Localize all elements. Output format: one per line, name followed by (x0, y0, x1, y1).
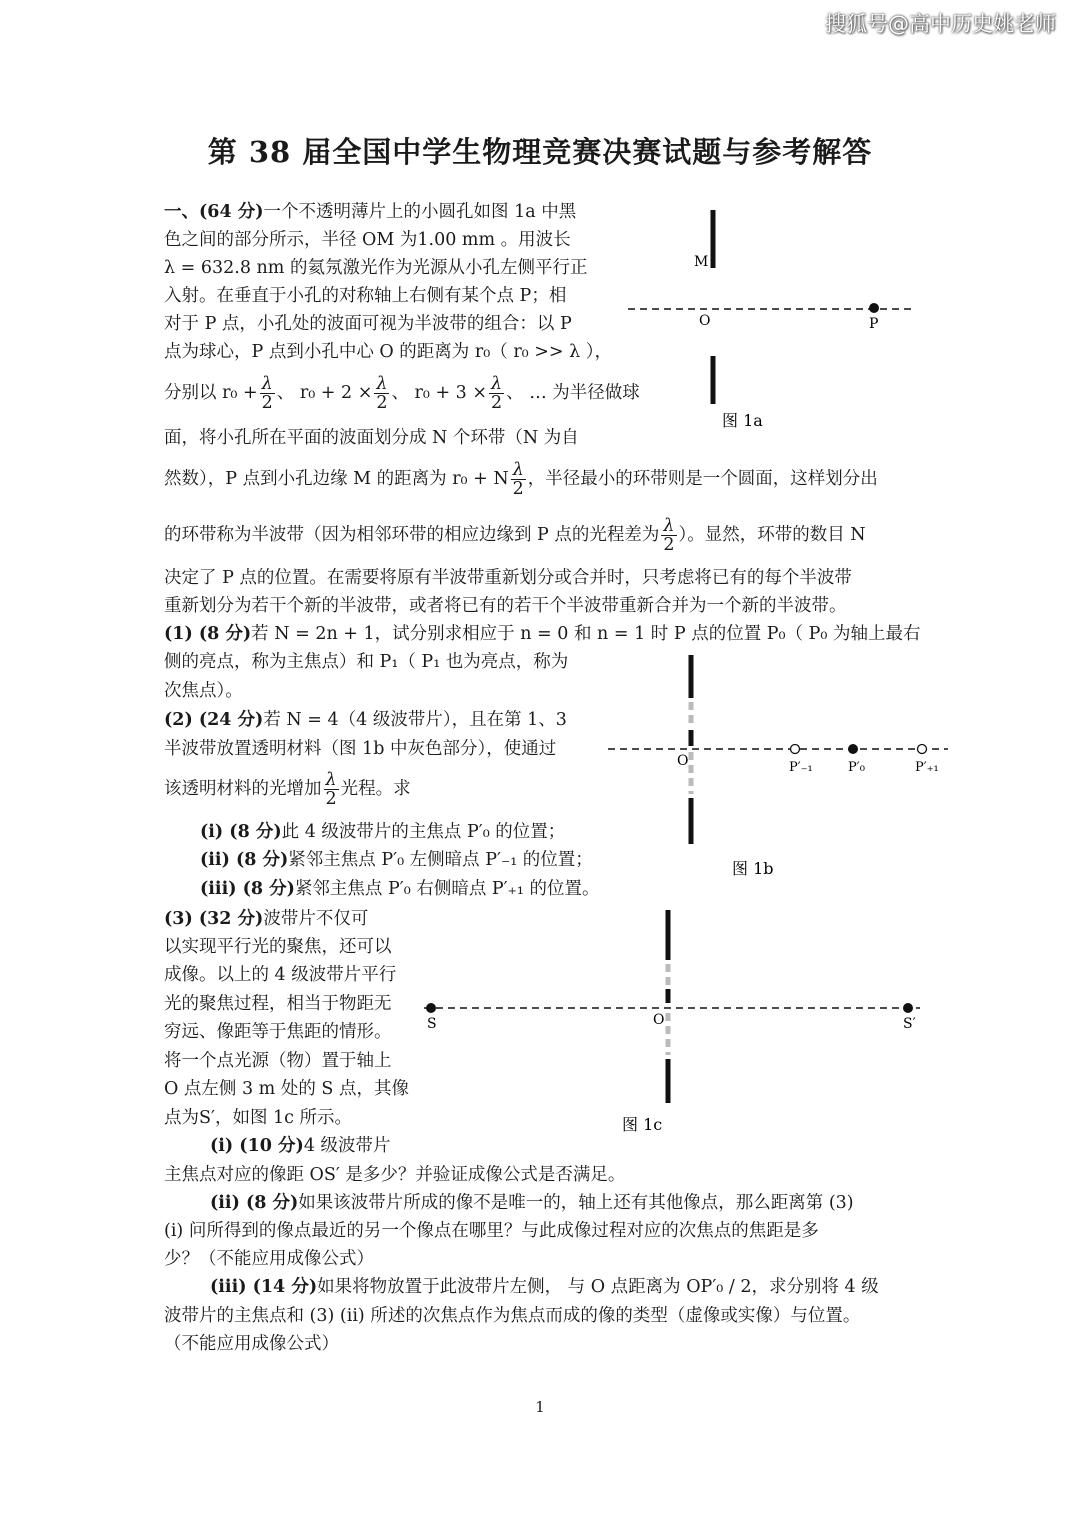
paragraph-line: 次焦点）。 (164, 681, 243, 701)
paragraph-line: O 点左侧 3 m 处的 S 点，其像 (164, 1079, 409, 1099)
paragraph-line (200, 818, 565, 846)
paragraph-line: 重新划分为若干个新的半波带，或者将已有的若干个半波带重新合并为一个新的半波带。 (164, 596, 847, 616)
text-span: 若 N = 2n + 1，试分别求相应于 n = 0 和 n = 1 时 P 点的位置 P₀（ P₀ 为轴上最右 (251, 624, 921, 644)
fraction-denominator: 2 (376, 393, 388, 413)
fraction (374, 375, 389, 412)
paragraph-line: 波带片的主焦点和 (3) (ii) 所述的次焦点作为焦点而成的像的类型（虚像或实像）与位置。 (164, 1306, 861, 1326)
fraction-numerator: λ (512, 460, 524, 480)
paragraph-line: 将一个点光源（物）置于轴上 (164, 1051, 392, 1071)
text-span: 此 4 级波带片的主焦点 P′₀ 的位置； (281, 822, 566, 842)
text-span: 若 N = 4（4 级波带片），且在第 1、3 (263, 710, 567, 730)
text-span: 紧邻主焦点 P′₀ 左侧暗点 P′₋₁ 的位置； (288, 850, 593, 870)
paragraph-line: 少？（不能应用成像公式） (164, 1249, 374, 1269)
text-span: ）。显然，环带的数目 N (678, 525, 866, 545)
fraction-denominator: 2 (512, 479, 524, 499)
score-label: (ii) (8 分) (200, 850, 289, 870)
paragraph-line: 光的聚焦过程，相当于物距无 (164, 994, 392, 1014)
figure-caption: 图 1b (732, 859, 774, 878)
label-p-plus1: P′₊₁ (915, 760, 939, 775)
figure-caption: 图 1c (622, 1115, 663, 1134)
paragraph-line (164, 706, 567, 734)
paragraph-line: 决定了 P 点的位置。在需要将原有半波带重新划分或合并时，只考虑将已有的每个半波带 (164, 568, 852, 588)
paragraph-line (164, 905, 368, 933)
point-p-minus1 (791, 745, 800, 754)
text-span: 该透明材料的光增加 (164, 779, 322, 799)
score-label: 一、(64 分) (164, 202, 264, 222)
text-span: 、 r₀ + 2 × (276, 383, 373, 403)
paragraph-line (164, 512, 866, 558)
point-s-prime (903, 1003, 913, 1013)
paragraph-line: 穷远、像距等于焦距的情形。 (164, 1022, 392, 1042)
score-label: (iii) (14 分) (210, 1277, 318, 1297)
paragraph-line: (i) 问所得到的像点最近的另一个像点在哪里？与此成像过程对应的次焦点的焦距是多 (164, 1221, 819, 1241)
fraction-denominator: 2 (491, 393, 503, 413)
score-label: (i) (8 分) (200, 822, 282, 842)
fraction (511, 461, 526, 498)
fraction-numerator: λ (376, 374, 388, 394)
text-span: 波带片不仅可 (263, 909, 369, 929)
paragraph-line: 半波带放置透明材料（图 1b 中灰色部分），使通过 (164, 739, 557, 759)
score-label: (iii) (8 分) (200, 879, 295, 899)
fraction (260, 375, 275, 412)
score-label: (3) (32 分) (164, 909, 264, 929)
text-span: 、 … 为半径做球 (506, 383, 640, 403)
score-label: (2) (24 分) (164, 710, 264, 730)
label-o: O (699, 313, 711, 329)
fraction (661, 517, 676, 554)
text-span: 然数），P 点到小孔边缘 M 的距离为 r₀ + N (164, 469, 509, 489)
text-span: 紧邻主焦点 P′₀ 右侧暗点 P′₊₁ 的位置。 (294, 879, 600, 899)
label-p: P (869, 316, 879, 332)
fraction-denominator: 2 (261, 393, 273, 413)
figure-caption: 图 1a (722, 411, 763, 430)
paragraph-line: 主焦点对应的像距 OS′ 是多少？并验证成像公式是否满足。 (164, 1165, 626, 1185)
paragraph-line: 点为球心，P 点到小孔中心 O 的距离为 r₀（ r₀ >> λ ）， (164, 342, 613, 362)
paragraph-line: 以实现平行光的聚焦，还可以 (164, 937, 392, 957)
paragraph-line: 色之间的部分所示，半径 OM 为1.00 mm 。用波长 (164, 230, 571, 250)
fraction (324, 771, 339, 808)
paragraph-line: 成像。以上的 4 级波带片平行 (164, 965, 397, 985)
paragraph-line (164, 766, 411, 812)
paragraph-line: 对于 P 点，小孔处的波面可视为半波带的组合：以 P (164, 314, 572, 334)
score-label: (1) (8 分) (164, 624, 252, 644)
fraction-denominator: 2 (663, 535, 675, 555)
text-span: 如果将物放置于此波带片左侧， 与 O 点距离为 OP′₀ / 2，求分别将 4 级 (317, 1277, 879, 1297)
label-s: S (427, 1016, 437, 1032)
fraction-denominator: 2 (325, 789, 337, 809)
label-p-minus1: P′₋₁ (789, 760, 813, 775)
paragraph-line (200, 875, 599, 903)
fraction (489, 375, 504, 412)
label-p0: P′₀ (848, 760, 865, 775)
text-span: 的环带称为半波带（因为相邻环带的相应边缘到 P 点的光程差为 (164, 525, 660, 545)
label-s-prime: S′ (903, 1016, 916, 1032)
paragraph-line (210, 1273, 879, 1301)
paragraph-line (210, 1189, 854, 1217)
text-span: 如果该波带片所成的像不是唯一的，轴上还有其他像点，那么距离第 (3) (298, 1193, 854, 1213)
fraction-numerator: λ (325, 770, 337, 790)
score-label: (i) (10 分) (210, 1136, 304, 1156)
label-m: M (694, 254, 709, 270)
score-label: (ii) (8 分) (210, 1193, 299, 1213)
fraction-numerator: λ (491, 374, 503, 394)
text-span: 光程。求 (340, 779, 411, 799)
label-o: O (677, 753, 689, 769)
text-span: 4 级波带片 (303, 1136, 391, 1156)
point-p0 (848, 744, 858, 754)
figure-1b (600, 650, 960, 890)
paragraph-line: 入射。在垂直于小孔的对称轴上右侧有某个点 P；相 (164, 286, 567, 306)
fraction-numerator: λ (663, 516, 675, 536)
paragraph-line: 点为S′，如图 1c 所示。 (164, 1108, 353, 1128)
paragraph-line: 面，将小孔所在平面的波面划分成 N 个环带（N 为自 (164, 428, 579, 448)
page-number: 1 (535, 1398, 545, 1416)
watermark: 搜狐号@高中历史姚老师 (825, 12, 1056, 36)
text-span: 分别以 r₀ + (164, 383, 258, 403)
page-title: 第 38 届全国中学生物理竞赛决赛试题与参考解答 (207, 135, 873, 169)
paragraph-line (210, 1132, 391, 1160)
paragraph-line (164, 370, 640, 416)
paragraph-line: （不能应用成像公式） (164, 1334, 339, 1354)
paragraph-line: 侧的亮点，称为主焦点）和 P₁（ P₁ 也为亮点，称为 (164, 652, 569, 672)
paragraph-line (164, 456, 878, 502)
paragraph-line (164, 198, 576, 226)
text-span: ，半径最小的环带则是一个圆面，这样划分出 (527, 469, 878, 489)
point-s (426, 1003, 436, 1013)
text-span: 一个不透明薄片上的小圆孔如图 1a 中黑 (263, 202, 577, 222)
paragraph-line (200, 846, 593, 874)
figure-1c (410, 905, 930, 1145)
point-p-plus1 (918, 745, 927, 754)
paragraph-line (164, 620, 920, 648)
fraction-numerator: λ (261, 374, 273, 394)
text-span: 、 r₀ + 3 × (391, 383, 488, 403)
paragraph-line: λ = 632.8 nm 的氦氖激光作为光源从小孔左侧平行正 (164, 258, 588, 278)
figure-1a (620, 200, 920, 440)
point-p (869, 303, 879, 313)
label-o: O (653, 1012, 665, 1028)
